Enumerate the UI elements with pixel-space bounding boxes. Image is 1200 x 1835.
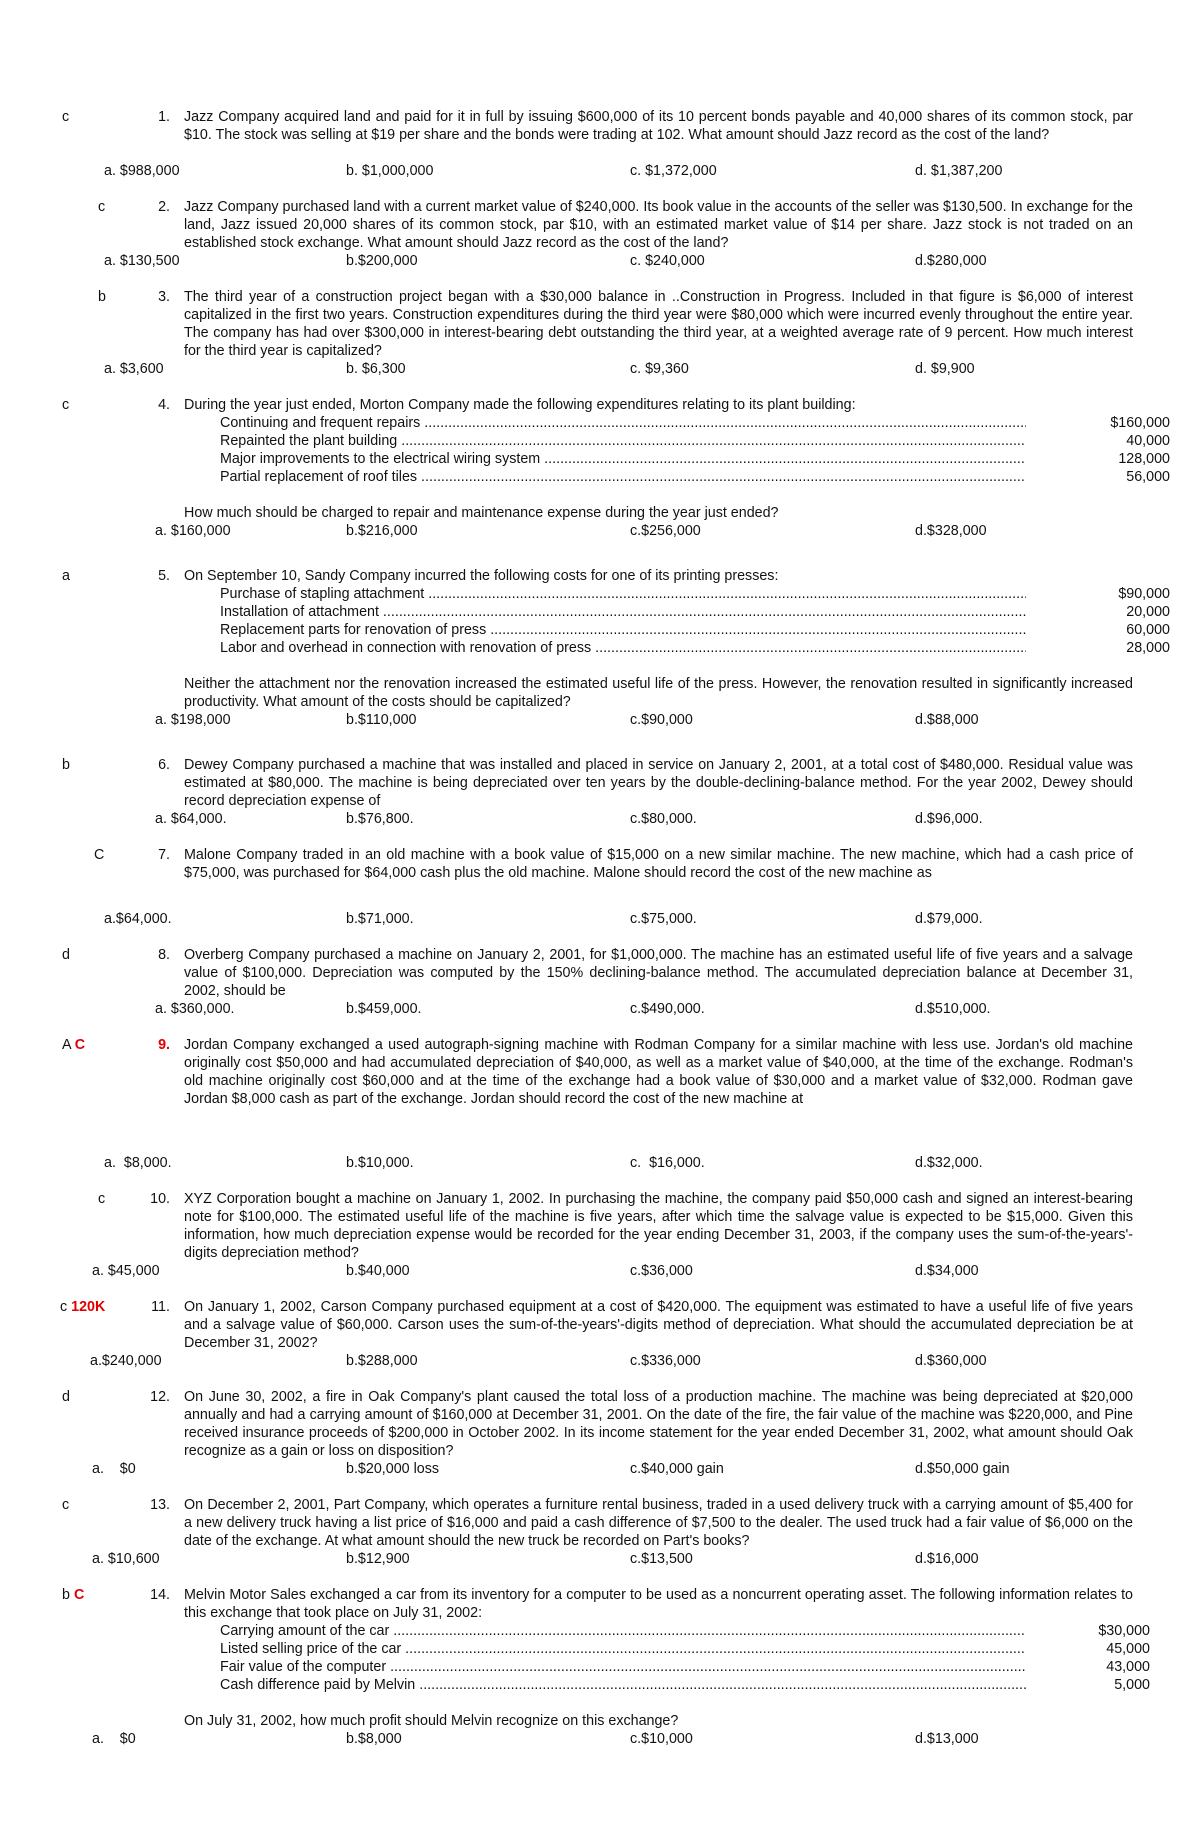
option-b: b.$12,900: [346, 1551, 410, 1567]
question-stem: The third year of a construction project began with a $30,000 balance in ..Construction in Progress. Included in that figure is $6,000 of interest capitalized in the first two years. Construction expenditures during the third year were $80,000 which were incurred evenly throughout the entire year. The company has had over $300,000 in interest-bearing debt outstanding the third year, at a weighted average rate of 9 percent. How much interest for the third year is capitalized?: [184, 289, 1133, 359]
item-label: Fair value of the computer .....: [220, 1658, 1026, 1676]
option-a: a. $130,500: [104, 253, 180, 269]
option-a: a. $0: [92, 1461, 136, 1477]
question-stem: On December 2, 2001, Part Company, which operates a furniture rental business, traded in a used delivery truck with a carrying amount of $5,400 for a new delivery truck having a list price of $16,000 and paid a cash difference of $7,500 to the dealer. The used truck had a fair value of $6,000 on the date of the exchange. At what amount should the new truck be recorded on Part's books?: [184, 1497, 1133, 1549]
item-amount: $90,000: [1118, 586, 1170, 602]
option-c: c.$256,000: [630, 523, 701, 539]
cost-item: [184, 468, 1170, 486]
option-d: d.$280,000: [915, 253, 987, 269]
option-a: a. $360,000.: [155, 1001, 235, 1017]
question-block: [184, 1298, 1133, 1352]
question-block: [184, 1586, 1150, 1730]
item-amount: $160,000: [1110, 415, 1170, 431]
options-row: [0, 1154, 1200, 1172]
answer-mark: a: [62, 568, 70, 584]
options-row: [0, 522, 1200, 540]
cost-item: [184, 432, 1170, 450]
question-prompt: Neither the attachment nor the renovation increased the estimated useful life of the press. However, the renovation resulted in significantly increased productivity. What amount of the costs should be capitalized?: [184, 676, 1133, 710]
item-amount: 28,000: [1126, 640, 1170, 656]
answer-mark: [62, 1036, 85, 1054]
item-label: Replacement parts for renovation of press .....: [220, 621, 1026, 639]
option-c: c. $9,360: [630, 361, 689, 377]
answer-mark: C: [94, 847, 105, 863]
option-c: c.$336,000: [630, 1353, 701, 1369]
option-b: b.$200,000: [346, 253, 418, 269]
answer-mark: [60, 1298, 105, 1316]
option-d: d.$16,000: [915, 1551, 979, 1567]
item-amount: 5,000: [1114, 1677, 1150, 1693]
answer-mark: c: [62, 109, 70, 125]
answer-mark: c: [98, 199, 106, 215]
option-d: d.$34,000: [915, 1263, 979, 1279]
cost-item: [184, 450, 1170, 468]
option-a: a.$64,000.: [104, 911, 172, 927]
option-b: b.$20,000 loss: [346, 1461, 439, 1477]
question-block: [184, 1496, 1133, 1550]
options-row: [0, 162, 1200, 180]
item-amount: $30,000: [1098, 1623, 1150, 1639]
question-block: [184, 288, 1133, 360]
item-amount: 43,000: [1106, 1659, 1150, 1675]
question-number: 13.: [150, 1497, 170, 1513]
option-d: d.$96,000.: [915, 811, 983, 827]
option-a: a. $988,000: [104, 163, 180, 179]
option-c: c.$80,000.: [630, 811, 697, 827]
item-label: Continuing and frequent repairs .....: [220, 414, 1026, 432]
option-d: d.$50,000 gain: [915, 1461, 1010, 1477]
option-c: c. $16,000.: [630, 1155, 705, 1171]
options-row: [0, 1352, 1200, 1370]
options-row: [0, 711, 1200, 729]
option-d: d.$88,000: [915, 712, 979, 728]
item-label: Cash difference paid by Melvin .....: [220, 1676, 1026, 1694]
answer-mark: d: [62, 1389, 70, 1405]
question-stem: Dewey Company purchased a machine that was installed and placed in service on January 2, 2001, at a total cost of $480,000. Residual value was estimated at $80,000. The machine is being depreciated over ten years by the double-declining-balance method. For the year 2002, Dewey should record depreciation expense of: [184, 757, 1133, 809]
corrected-answer: C: [73, 1587, 85, 1603]
corrected-answer: C: [74, 1037, 86, 1053]
item-amount: 56,000: [1126, 469, 1170, 485]
question-block: [184, 846, 1133, 882]
option-d: d. $1,387,200: [915, 163, 1003, 179]
question-block: [184, 108, 1133, 144]
exchange-items: [184, 1622, 1150, 1694]
option-d: d.$79,000.: [915, 911, 983, 927]
answer-letter: c: [60, 1299, 68, 1315]
option-c: c.$75,000.: [630, 911, 697, 927]
option-b: b.$216,000: [346, 523, 418, 539]
options-row: [0, 252, 1200, 270]
option-c: c.$36,000: [630, 1263, 693, 1279]
exchange-item: [184, 1676, 1150, 1694]
question-stem: Jazz Company acquired land and paid for it in full by issuing $600,000 of its 10 percent bonds payable and 40,000 shares of its common stock, par $10. The stock was selling at $19 per share and the bonds were trading at 102. What amount should Jazz record as the cost of the land?: [184, 109, 1133, 143]
question-number: 1.: [158, 109, 170, 125]
option-b: b.$288,000: [346, 1353, 418, 1369]
exchange-item: [184, 1658, 1150, 1676]
question-prompt: How much should be charged to repair and maintenance expense during the year just ended?: [184, 505, 779, 521]
item-amount: 40,000: [1126, 433, 1170, 449]
item-label: Carrying amount of the car .....: [220, 1622, 1026, 1640]
question-number: 11.: [151, 1299, 170, 1315]
option-d: d.$360,000: [915, 1353, 987, 1369]
option-c: c.$490,000.: [630, 1001, 705, 1017]
question-stem: Overberg Company purchased a machine on January 2, 2001, for $1,000,000. The machine has an estimated useful life of five years and a salvage value of $100,000. Depreciation was computed by the 150% declining-balance method. The accumulated depreciation balance at December 31, 2002, should be: [184, 947, 1133, 999]
cost-item: [184, 639, 1170, 657]
option-b: b.$110,000: [346, 712, 417, 728]
option-b: b.$459,000.: [346, 1001, 422, 1017]
question-stem: On June 30, 2002, a fire in Oak Company's plant caused the total loss of a production machine. The machine was being depreciated at $20,000 annually and had a carrying amount of $160,000 at December 31, 2001. On the date of the fire, the fair value of the machine was $220,000, and Pine received insurance proceeds of $200,000 in October 2002. In its income statement for the year ended December 31, 2002, what amount should Oak recognize as a gain or loss on disposition?: [184, 1389, 1133, 1459]
item-amount: 128,000: [1118, 451, 1170, 467]
options-row: [0, 810, 1200, 828]
item-label: Labor and overhead in connection with renovation of press .....: [220, 639, 1026, 657]
option-a: a. $10,600: [92, 1551, 160, 1567]
cost-items: [184, 585, 1170, 657]
option-b: b. $6,300: [346, 361, 406, 377]
option-b: b.$8,000: [346, 1731, 402, 1747]
option-a: a. $0: [92, 1731, 136, 1747]
options-row: [0, 1460, 1200, 1478]
margin-note: 120K: [71, 1299, 106, 1315]
cost-items: [184, 414, 1170, 486]
answer-mark: c: [98, 1191, 106, 1207]
question-block: [184, 756, 1133, 810]
question-stem: During the year just ended, Morton Company made the following expenditures relating to its plant building:: [184, 397, 856, 413]
question-stem: Jazz Company purchased land with a current market value of $240,000. Its book value in the accounts of the seller was $130,500. In exchange for the land, Jazz issued 20,000 shares of its common stock, par $10, with an estimated market value of $14 per share. Jazz stock is not traded on an established stock exchange. What amount should Jazz record as the cost of the land?: [184, 199, 1133, 251]
question-number: 6.: [158, 757, 170, 773]
question-block: [184, 1388, 1133, 1460]
question-stem: Melvin Motor Sales exchanged a car from its inventory for a computer to be used as a noncurrent operating asset. The following information relates to this exchange that took place on July 31, 2002:: [184, 1587, 1133, 1621]
option-a: a. $3,600: [104, 361, 164, 377]
option-a: a. $45,000: [92, 1263, 160, 1279]
answer-mark: b: [62, 757, 70, 773]
question-number: 2.: [158, 199, 170, 215]
option-a: a. $8,000.: [104, 1155, 172, 1171]
answer-mark: b: [98, 289, 106, 305]
option-b: b. $1,000,000: [346, 163, 434, 179]
question-number: 3.: [158, 289, 170, 305]
options-row: [0, 1000, 1200, 1018]
answer-letter: A: [62, 1037, 71, 1053]
question-stem: Jordan Company exchanged a used autograph-signing machine with Rodman Company for a similar machine with less use. Jordan's old machine originally cost $50,000 and had accumulated depreciation of $40,000, as well as a market value of $40,000, at the time of the exchange. Rodman's old machine originally cost $60,000 and at the time of the exchange had a book value of $30,000 and a market value of $32,000. Rodman gave Jordan $8,000 cash as part of the exchange. Jordan should record the cost of the new machine at: [184, 1037, 1133, 1107]
option-a: a.$240,000: [90, 1353, 162, 1369]
question-block: [184, 1190, 1133, 1262]
options-row: [0, 910, 1200, 928]
option-b: b.$40,000: [346, 1263, 410, 1279]
option-d: d.$13,000: [915, 1731, 979, 1747]
question-number: 8.: [158, 947, 170, 963]
option-b: b.$10,000.: [346, 1155, 414, 1171]
item-label: Purchase of stapling attachment .....: [220, 585, 1026, 603]
option-a: a. $198,000: [155, 712, 231, 728]
question-stem: XYZ Corporation bought a machine on January 1, 2002. In purchasing the machine, the company paid $50,000 cash and signed an interest-bearing note for $100,000. The estimated useful life of the machine is five years, after which time the salvage value is expected to be $15,000. Given this information, how much depreciation expense would be recorded for the year ending December 31, 2003, if the company uses the sum-of-the-years'-digits depreciation method?: [184, 1191, 1133, 1261]
answer-mark: d: [62, 947, 70, 963]
option-c: c.$90,000: [630, 712, 693, 728]
item-label: Listed selling price of the car .....: [220, 1640, 1026, 1658]
question-number: 7.: [158, 847, 170, 863]
option-c: c.$40,000 gain: [630, 1461, 724, 1477]
cost-item: [184, 603, 1170, 621]
answer-mark: [62, 1586, 84, 1604]
question-prompt: On July 31, 2002, how much profit should Melvin recognize on this exchange?: [184, 1713, 679, 1729]
item-amount: 45,000: [1106, 1641, 1150, 1657]
answer-mark: c: [62, 397, 70, 413]
question-stem: Malone Company traded in an old machine with a book value of $15,000 on a new similar machine. The new machine, which had a cash price of $75,000, was purchased for $64,000 cash plus the old machine. Malone should record the cost of the new machine as: [184, 847, 1133, 881]
options-row: [0, 1550, 1200, 1568]
option-c: c.$10,000: [630, 1731, 693, 1747]
question-stem: On September 10, Sandy Company incurred the following costs for one of its printing presses:: [184, 568, 779, 584]
cost-item: [184, 621, 1170, 639]
option-d: d.$32,000.: [915, 1155, 983, 1171]
option-d: d.$328,000: [915, 523, 987, 539]
cost-item: [184, 414, 1170, 432]
item-label: Partial replacement of roof tiles .....: [220, 468, 1026, 486]
option-a: a. $64,000.: [155, 811, 227, 827]
options-row: [0, 1262, 1200, 1280]
question-block: [184, 567, 1170, 711]
question-number: 9.: [158, 1037, 170, 1053]
question-number: 5.: [158, 568, 170, 584]
options-row: [0, 1730, 1200, 1748]
option-a: a. $160,000: [155, 523, 231, 539]
question-block: [184, 396, 1170, 522]
item-label: Major improvements to the electrical wiring system .....: [220, 450, 1026, 468]
answer-mark: c: [62, 1497, 70, 1513]
item-amount: 20,000: [1126, 604, 1170, 620]
question-number: 12.: [150, 1389, 170, 1405]
item-amount: 60,000: [1126, 622, 1170, 638]
question-number: 10.: [150, 1191, 170, 1207]
question-number: 14.: [150, 1587, 170, 1603]
question-block: [184, 198, 1133, 252]
question-stem: On January 1, 2002, Carson Company purchased equipment at a cost of $420,000. The equipment was estimated to have a useful life of five years and a salvage value of $60,000. Carson uses the sum-of-the-years'-digits method of depreciation. What should the accumulated depreciation be at December 31, 2002?: [184, 1299, 1133, 1351]
option-c: c. $240,000: [630, 253, 705, 269]
question-block: [184, 1036, 1133, 1108]
item-label: Repainted the plant building .....: [220, 432, 1026, 450]
item-label: Installation of attachment .....: [220, 603, 1026, 621]
option-c: c.$13,500: [630, 1551, 693, 1567]
exchange-item: [184, 1622, 1150, 1640]
option-b: b.$71,000.: [346, 911, 414, 927]
question-block: [184, 946, 1133, 1000]
option-d: d.$510,000.: [915, 1001, 991, 1017]
cost-item: [184, 585, 1170, 603]
exchange-item: [184, 1640, 1150, 1658]
question-number: 4.: [158, 397, 170, 413]
option-b: b.$76,800.: [346, 811, 414, 827]
option-c: c. $1,372,000: [630, 163, 717, 179]
options-row: [0, 360, 1200, 378]
option-d: d. $9,900: [915, 361, 975, 377]
answer-letter: b: [62, 1587, 70, 1603]
